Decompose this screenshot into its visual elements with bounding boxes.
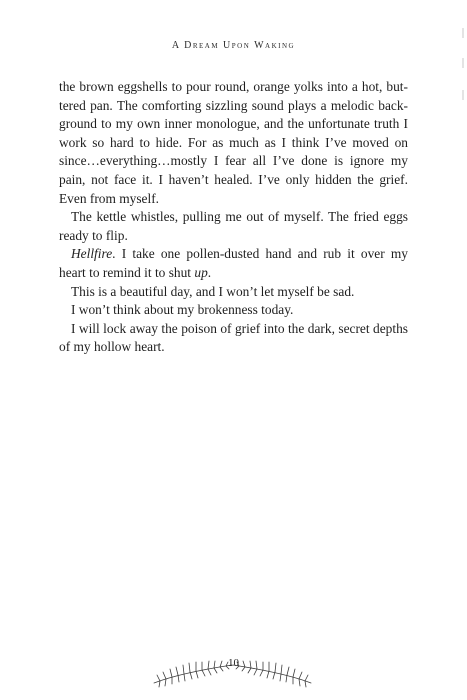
paragraph-1-text: the brown eggshells to pour round, orange yolks into a hot, but-tered pan. The comforting sizzling sound plays a melodic back-ground to my own inner monologue, and the unfortunate truth I work so hard to hide. For as much as I think I’ve moved on since…everything…mostly I fear all I’ve done is ignore my pain, not face it. I haven’t healed. I’ve only hidden the grief. Even from myself. [59,79,408,206]
paragraph-3-end: . [207,264,212,280]
paragraph-4-text: This is a beautiful day, and I won’t let myself be sad. [71,283,355,299]
paragraph-3 [59,245,408,282]
fern-sprig-right-icon [230,653,315,689]
paragraph-3-italic-2: up [194,264,208,280]
page-footer [0,653,467,693]
page-number: 10 [228,657,239,669]
paragraph-1 [59,78,408,208]
paragraph-6-text: I will lock away the poison of grief into the dark, secret depths of my hollow heart. [59,320,408,355]
paragraph-5 [59,301,408,320]
paragraph-2-text: The kettle whistles, pulling me out of myself. The fried eggs ready to flip. [59,209,408,243]
page-edge-marks [461,28,465,108]
paragraph-5-text: I won’t think about my brokenness today. [71,302,294,318]
paragraph-2 [59,208,408,245]
paragraph-4 [59,283,408,302]
running-head: A Dream Upon Waking [171,40,296,51]
paragraph-6 [59,320,408,357]
paragraph-3-italic-1: Hellfire [71,246,113,262]
body-text [59,78,408,357]
paragraph-3-text: . I take one pollen-dusted hand and rub it over my heart to remind it to shut [59,246,408,280]
